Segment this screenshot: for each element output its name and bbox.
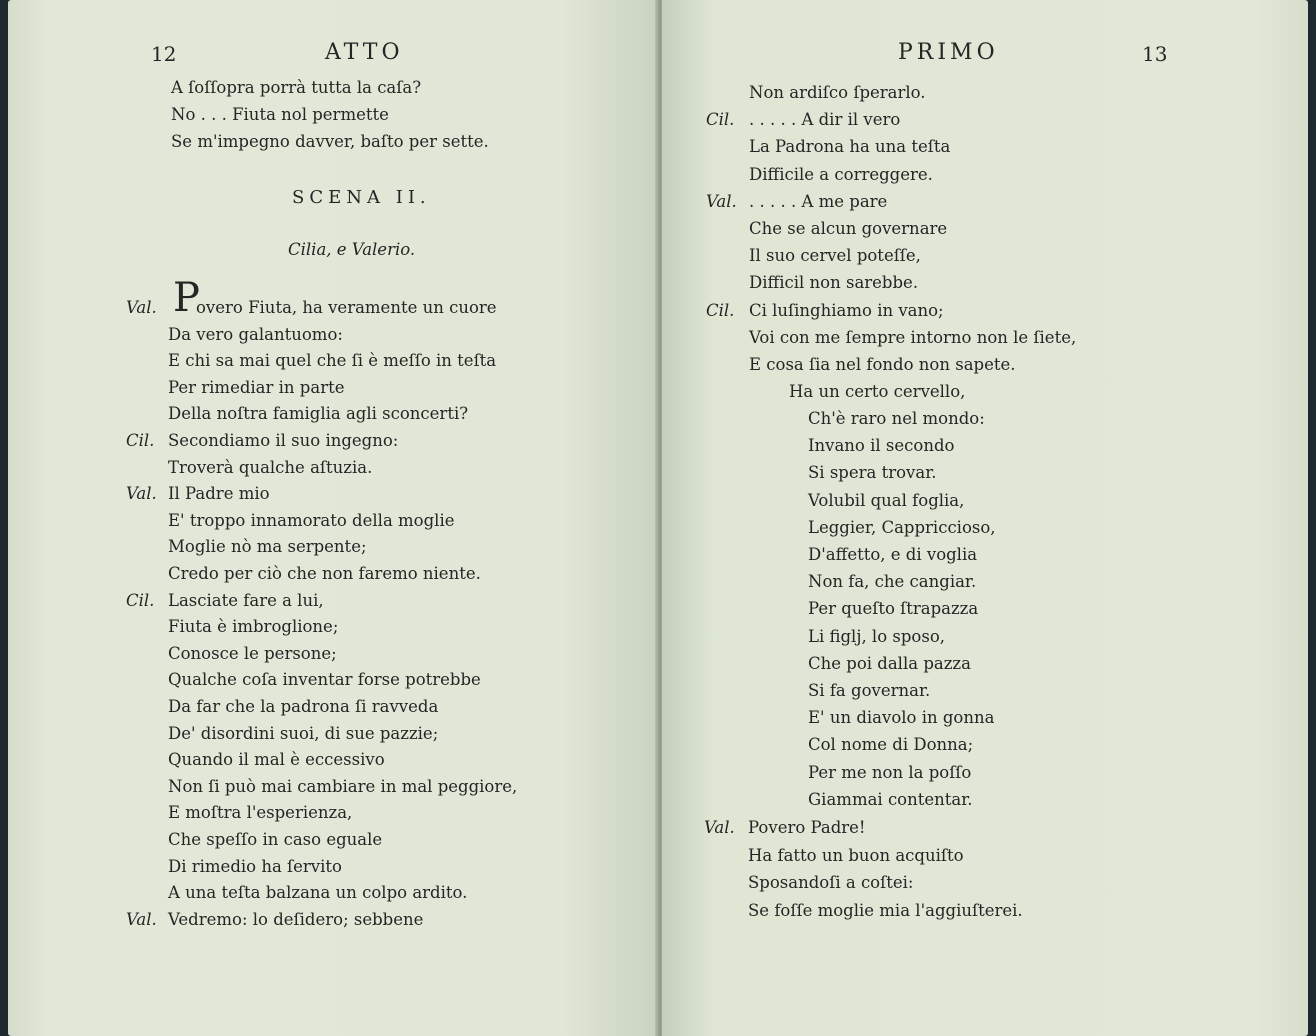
verse-line: A ſoſſopra porrà tutta la caſa? <box>171 78 422 97</box>
aria-line: Per me non la poſſo <box>808 762 972 782</box>
speaker-label: Cil. <box>706 300 735 320</box>
running-head: ATTO <box>325 40 404 65</box>
aria-intro: Ha un certo cervello, <box>789 382 966 401</box>
verse-line: Non ſi può mai cambiare in mal peggiore, <box>168 776 518 796</box>
verse-line: Da vero galantuomo: <box>168 324 343 344</box>
aria-line: Per queſto ſtrapazza <box>808 599 979 619</box>
verse-line: Fiuta è imbroglione; <box>168 617 339 637</box>
verse-line: Conosce le persone; <box>168 643 337 663</box>
aria-line: Si spera trovar. <box>808 463 937 483</box>
speaker-label: Val. <box>126 909 157 929</box>
aria-line: Invano il secondo <box>808 436 955 456</box>
aria-line: Ch'è raro nel mondo: <box>808 409 985 428</box>
verse-line: Non ardiſco ſperarlo. <box>749 83 926 102</box>
verse-line: Della noſtra famiglia agli sconcerti? <box>168 404 469 424</box>
speaker-label: Cil. <box>126 431 155 450</box>
verse-line: Credo per ciò che non faremo niente. <box>168 564 481 583</box>
verse-line: E cosa ſia nel fondo non sapete. <box>749 355 1016 374</box>
verse-line: Che se alcun governare <box>749 219 948 238</box>
verse-line: Qualche coſa inventar forse potrebbe <box>168 670 481 690</box>
verse-line: Sposandoſi a coſtei: <box>748 873 914 892</box>
speaker-label: Val. <box>706 191 737 211</box>
verse-line: Di rimedio ha ſervito <box>168 856 342 876</box>
verse-line: Lasciate fare a lui, <box>168 590 324 610</box>
character-list: Cilia, e Valerio. <box>288 240 416 259</box>
verse-line: Povero Padre! <box>748 818 866 837</box>
verse-line: Il Padre mio <box>168 484 270 504</box>
speaker-label: Cil. <box>706 110 735 130</box>
speaker-label: Cil. <box>126 590 155 610</box>
scene-title: SCENA II. <box>292 187 431 208</box>
aria-line: Li figlj, lo sposo, <box>808 626 945 646</box>
verse-line: Difficil non sarebbe. <box>749 273 919 293</box>
verse-line: Quando il mal è eccessivo <box>168 750 385 770</box>
verse-line: Se m'impegno davver, baſto per sette. <box>171 132 489 151</box>
aria-line: Leggier, Cappriccioso, <box>808 517 996 537</box>
aria-line: Si fa governar. <box>808 681 931 700</box>
verse-line: Voi con me ſempre intorno non le ſiete, <box>749 327 1077 347</box>
verse-line: Difficile a correggere. <box>749 164 933 184</box>
verse-line: De' disordini suoi, di sue pazzie; <box>168 723 439 743</box>
page-number: 13 <box>1142 42 1168 66</box>
aria-line: Giammai contentar. <box>808 789 973 809</box>
aria-line: Volubil qual foglia, <box>808 490 965 510</box>
running-head: PRIMO <box>898 40 999 65</box>
aria-line: Col nome di Donna; <box>808 735 974 755</box>
verse-line: Ha fatto un buon acquiſto <box>748 845 964 865</box>
verse-line: A una teſta balzana un colpo ardito. <box>168 883 468 903</box>
right-page <box>662 0 1308 1036</box>
verse-line: Se foſſe moglie mia l'aggiuſterei. <box>748 900 1023 920</box>
aria-line: E' un diavolo in gonna <box>808 708 995 728</box>
verse-line: Che speſſo in caso eguale <box>168 830 383 849</box>
verse-line: E' troppo innamorato della moglie <box>168 510 455 530</box>
verse-line: No . . . Fiuta nol permette <box>171 105 389 124</box>
aria-line: Che poi dalla pazza <box>808 653 971 673</box>
verse-line: Il suo cervel poteſſe, <box>749 246 921 266</box>
speaker-label: Val. <box>126 298 157 317</box>
page-number: 12 <box>151 42 177 66</box>
speaker-label: Val. <box>126 484 157 504</box>
verse-line: . . . . . A dir il vero <box>749 110 901 130</box>
verse-line: Da far che la padrona ſi ravveda <box>168 697 439 716</box>
drop-cap: P <box>173 275 200 321</box>
speaker-label: Val. <box>704 818 735 837</box>
verse-line: Ci luſinghiamo in vano; <box>749 300 944 320</box>
verse-line: Moglie nò ma serpente; <box>168 537 367 557</box>
verse-line: E chi sa mai quel che ſi è meſſo in teſta <box>168 351 497 371</box>
verse-line: Vedremo: lo deſidero; sebbene <box>168 909 424 929</box>
verse-line: E moſtra l'esperienza, <box>168 803 353 823</box>
aria-line: D'affetto, e di voglia <box>808 545 978 564</box>
verse-line: Troverà qualche aſtuzia. <box>168 457 373 477</box>
verse-line: Per rimediar in parte <box>168 377 345 397</box>
verse-line: La Padrona ha una teſta <box>749 137 951 157</box>
aria-line: Non fa, che cangiar. <box>808 572 977 592</box>
verse-line: Secondiamo il suo ingegno: <box>168 431 399 450</box>
verse-line: overo Fiuta, ha veramente un cuore <box>196 298 497 317</box>
verse-line: . . . . . A me pare <box>749 191 888 211</box>
left-page <box>8 0 660 1036</box>
